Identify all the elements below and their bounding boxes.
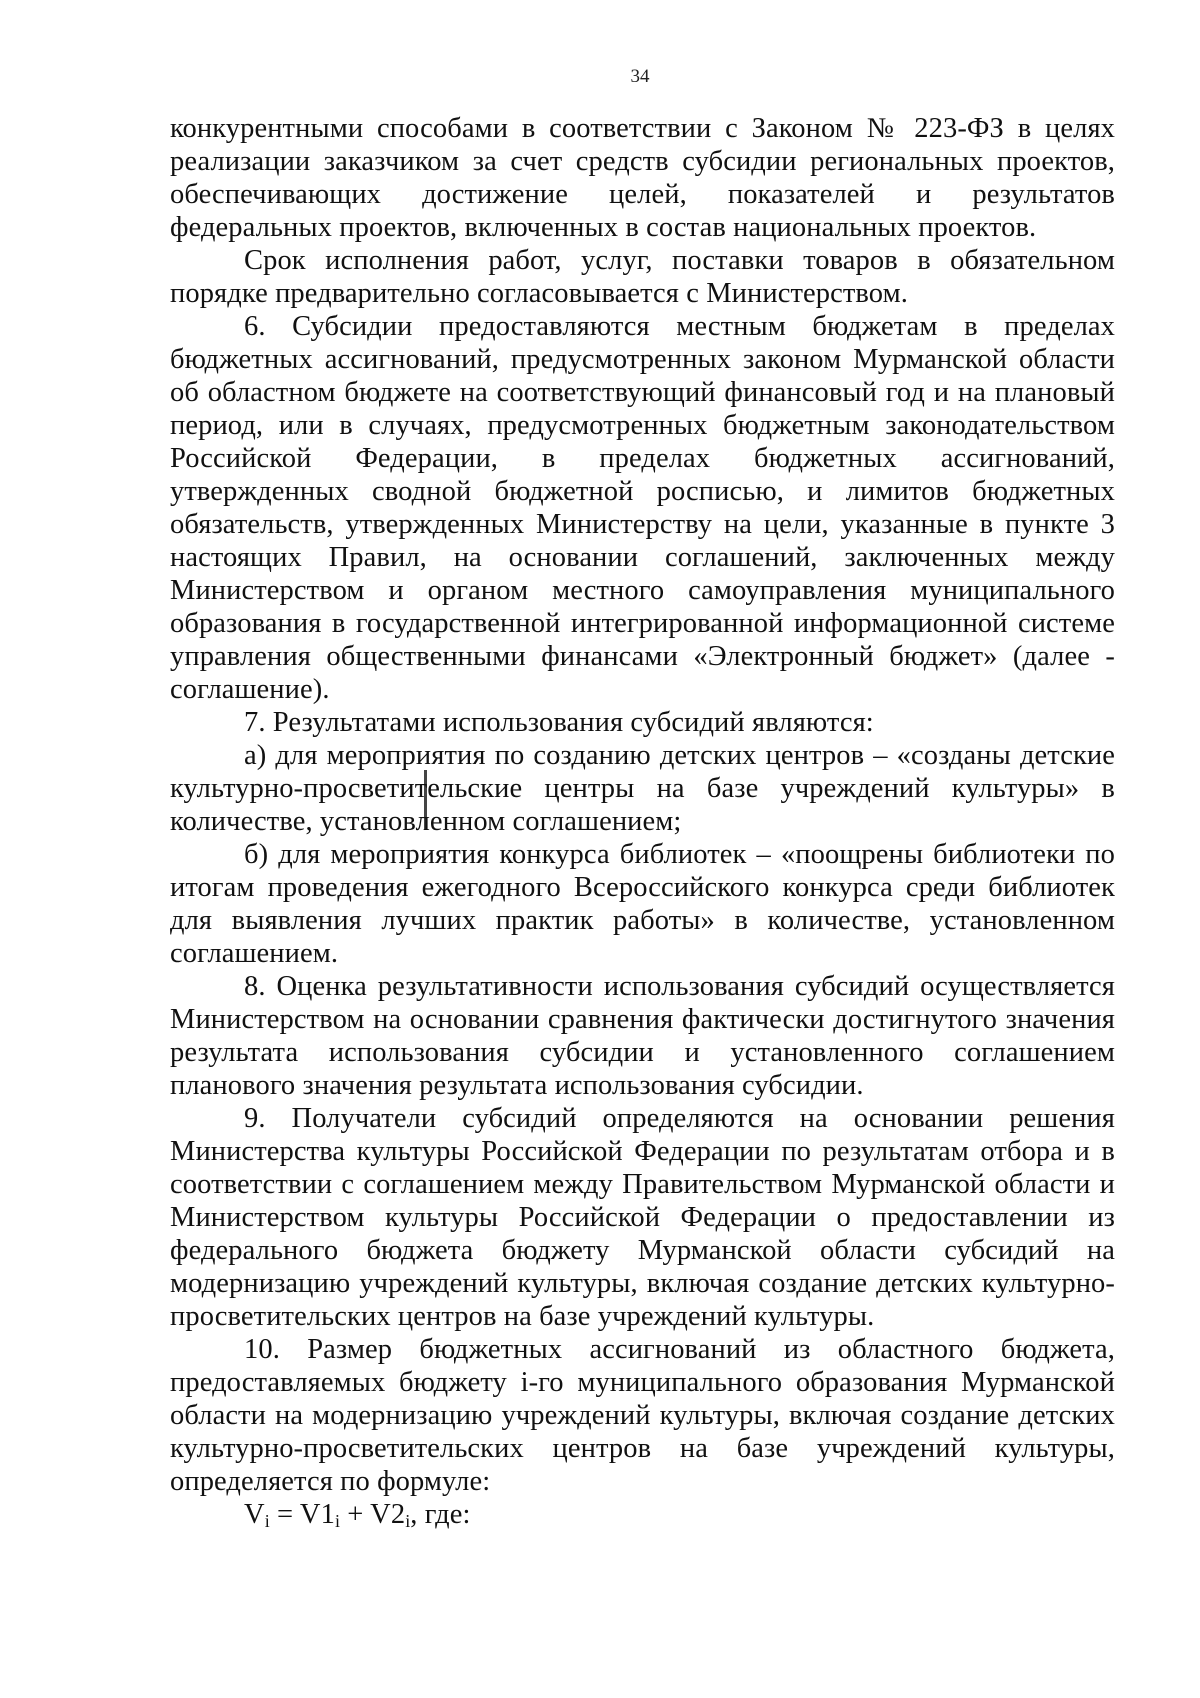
paragraph-deadline: Срок исполнения работ, услуг, поставки товаров в обязательном порядке предварительно согласовывается с Министерством. (170, 245, 1115, 309)
paragraph-item-7a: а) для мероприятия по созданию детских центров – «созданы детские культурно-просветительские центры на базе учреждений культуры» в количестве, установленном соглашением; (170, 740, 1115, 837)
formula-eq: = V1 (269, 1499, 335, 1530)
paragraph-item-7b: б) для мероприятия конкурса библиотек – «поощрены библиотеки по итогам проведения ежегодного Всероссийского конкурса среди библиотек для выявления лучших практик работы» в количестве, установленном соглашением. (170, 839, 1115, 969)
page-number: 34 (630, 66, 650, 87)
formula-sub: i (334, 1511, 341, 1531)
formula-sub: i (405, 1511, 411, 1531)
paragraph-item-9: 9. Получатели субсидий определяются на основании решения Министерства культуры Российской Федерации по результатам отбора и в соответствии с соглашением между Правительством Мурманской области и Министерством культуры Российской Федерации о предоставлении из федерального бюджета бюджету Мурманской области субсидий на модернизацию учреждений культуры, включая создание детских культурно-просветительских центров на базе учреждений культуры. (170, 1103, 1115, 1332)
formula-tail: , где: (410, 1499, 471, 1530)
formula-v: V (244, 1499, 265, 1530)
paragraph-continuation: конкурентными способами в соответствии с Законом № 223-ФЗ в целях реализации заказчиком за счет средств субсидии региональных проектов, обеспечивающих достижение целей, показателей и результатов федеральных проектов, включенных в состав национальных проектов. (170, 113, 1115, 243)
paragraph-item-7: 7. Результатами использования субсидий являются: (244, 707, 874, 738)
formula-sub: i (264, 1511, 270, 1531)
paragraph-item-6: 6. Субсидии предоставляются местным бюджетам в пределах бюджетных ассигнований, предусмотренных законом Мурманской области об областном бюджете на соответствующий финансовый год и на плановый период, или в случаях, предусмотренных бюджетным законодательством Российской Федерации, в пределах бюджетных ассигнований, утвержденных сводной бюджетной росписью, и лимитов бюджетных обязательств, утвержденных Министерству на цели, указанные в пункте 3 настоящих Правил, на основании соглашений, заключенных между Министерством и органом местного самоуправления муниципального образования в государственной интегрированной информационной системе управления общественными финансами «Электронный бюджет» (далее - соглашение). (170, 311, 1115, 705)
formula-plus: + V2 (340, 1499, 406, 1530)
paragraph-item-8: 8. Оценка результативности использования субсидий осуществляется Министерством на основании сравнения фактически достигнутого значения результата использования субсидии и установленного соглашением планового значения результата использования субсидии. (170, 971, 1115, 1101)
paragraph-item-10: 10. Размер бюджетных ассигнований из областного бюджета, предоставляемых бюджету i-го муниципального образования Мурманской области на модернизацию учреждений культуры, включая создание детских культурно-просветительских центров на базе учреждений культуры, определяется по формуле: (170, 1334, 1115, 1497)
formula-line (170, 1498, 1115, 1531)
document-body (170, 112, 1115, 1531)
